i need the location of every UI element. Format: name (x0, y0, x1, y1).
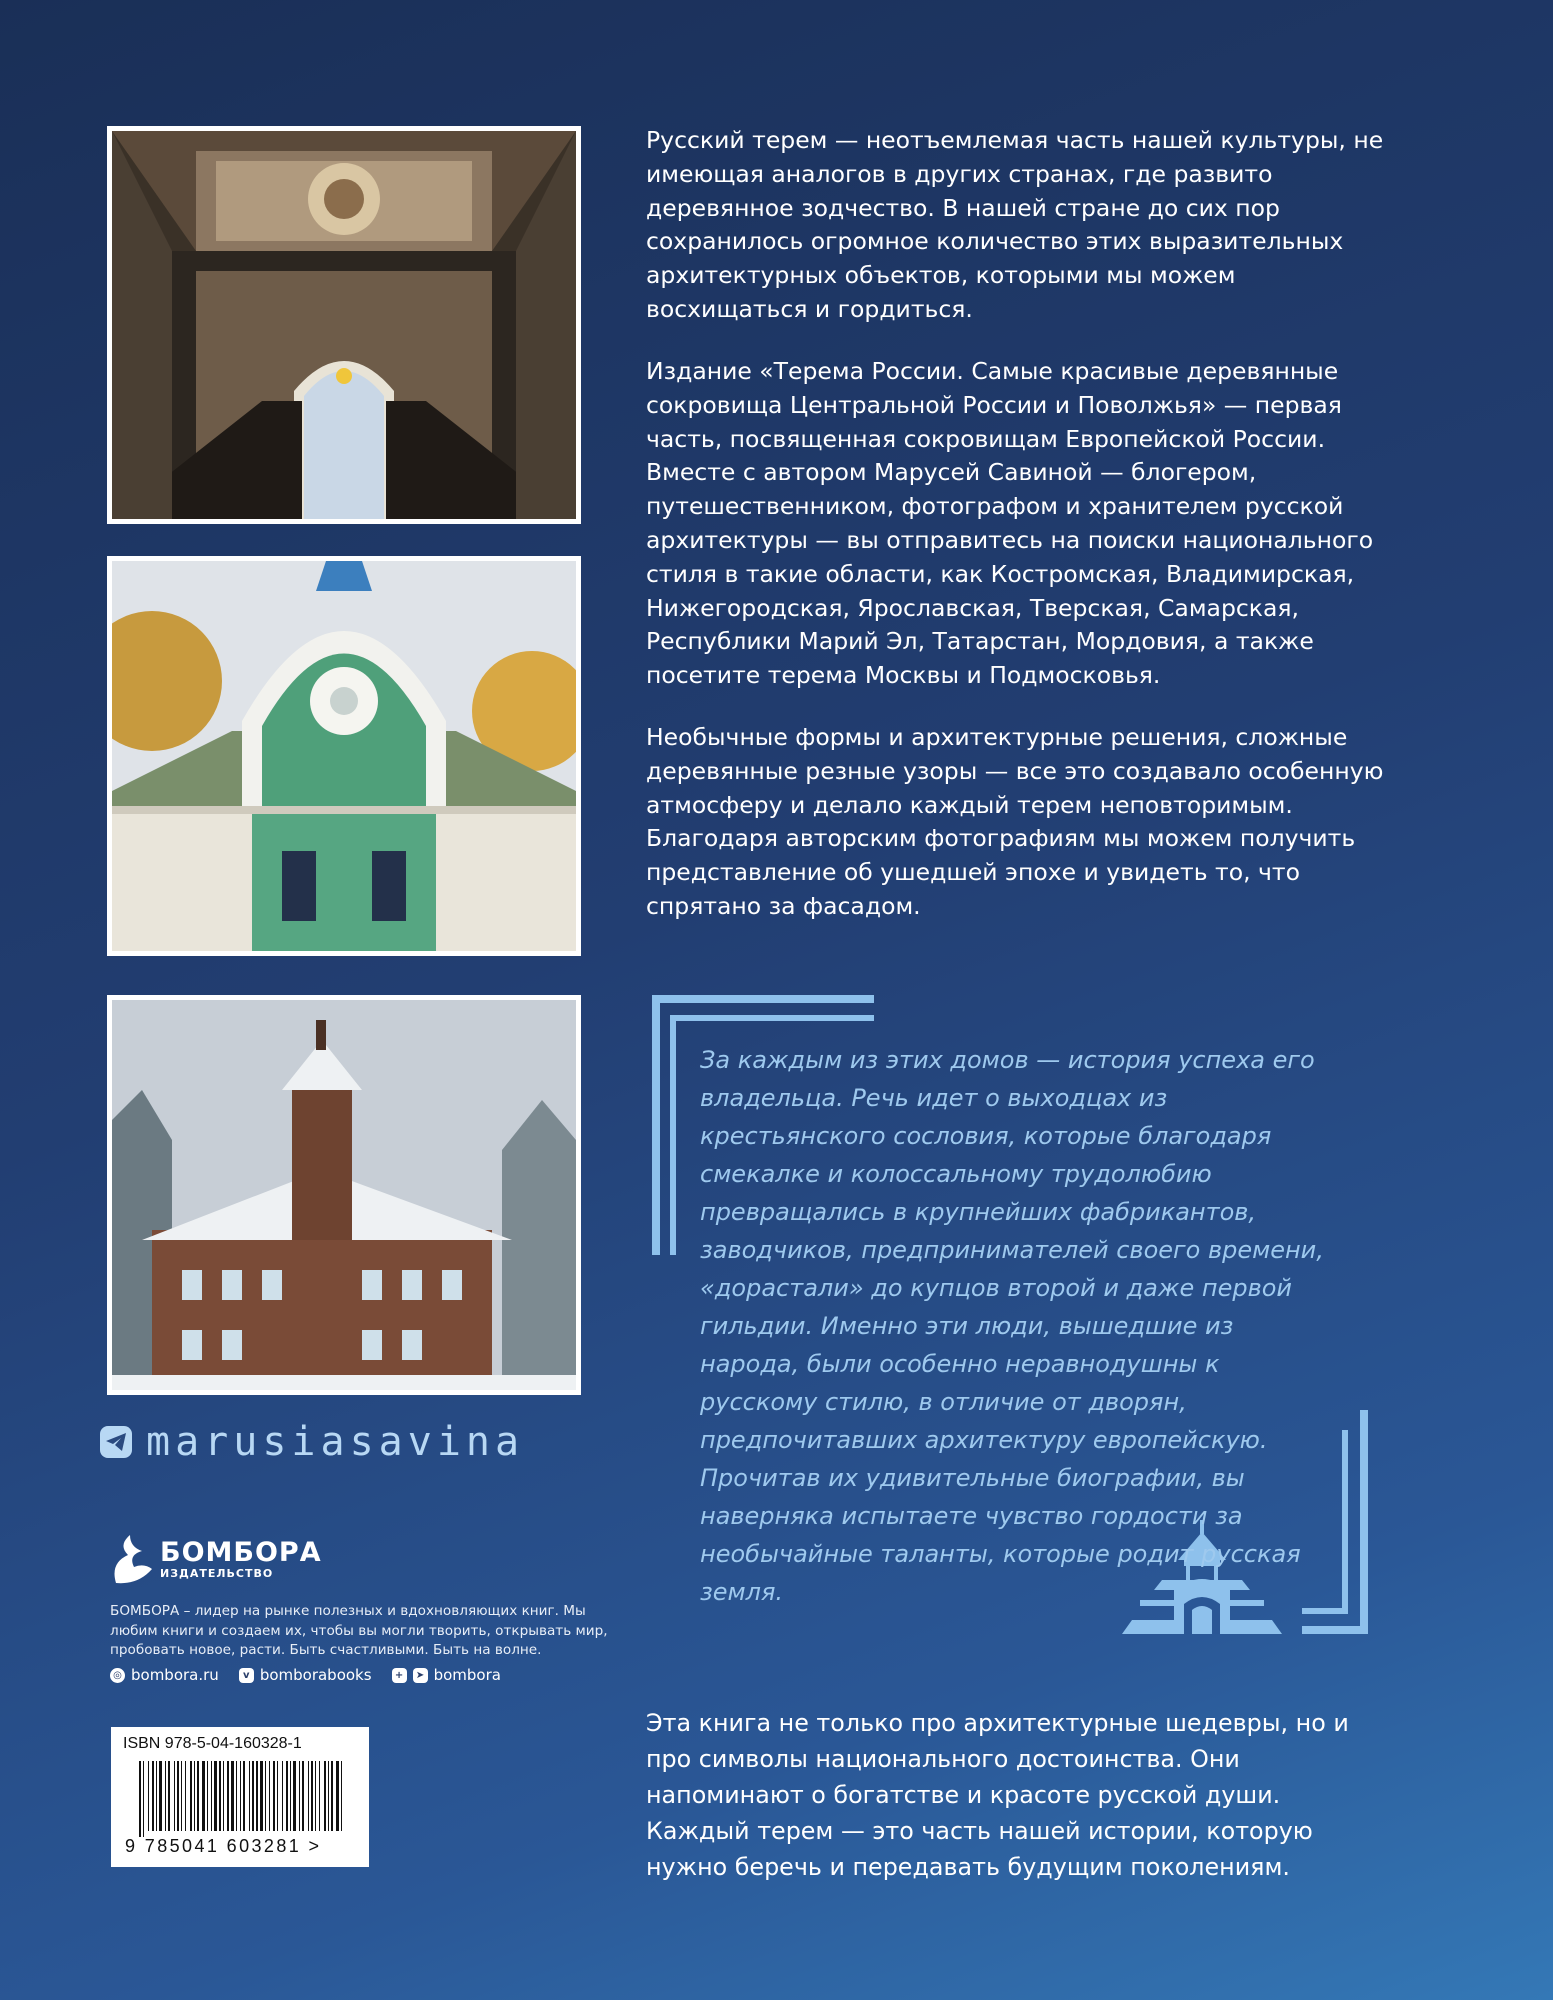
barcode-bar (143, 1761, 144, 1837)
quote-text: За каждым из этих домов — история успеха его владельца. Речь идет о выходцах из крестьянского сословия, которые благодаря смекалке и колоссальному трудолюбию превращались в крупнейших фабрикантов, заводчиков, предпринимателей своего времени, «дорастали» до купцов второй и даже первой гильдии. Именно эти люди, вышедшие из народа, были особенно неравнодушны к русскому стилю, в отличие от дворян, предпочитавших архитектуру европейскую. Прочитав их удивительные биографии, вы наверняка испытаете чувство гордости за необычайные таланты, которые родит русская земля. (700, 1046, 1324, 1606)
barcode-bar (273, 1761, 275, 1831)
barcode-bar (231, 1761, 234, 1831)
photo-terem-interior (107, 126, 581, 524)
quote-frame-bottom-outer (1302, 1626, 1368, 1634)
publisher-links (110, 1666, 501, 1684)
barcode-bar (341, 1761, 342, 1831)
quote-frame-left-inner (670, 1015, 676, 1255)
barcode-bar (148, 1761, 149, 1831)
barcode-bar (252, 1761, 254, 1831)
barcode-bar (256, 1761, 258, 1831)
publisher-subtitle: ИЗДАТЕЛЬСТВО (160, 1566, 274, 1580)
quote-frame-top-outer (652, 995, 874, 1003)
link-vk-label: bomborabooks (259, 1666, 372, 1684)
telegram-icon (100, 1426, 132, 1458)
barcode-bar (331, 1761, 333, 1831)
barcode-bar (277, 1761, 278, 1831)
barcode-bar (328, 1761, 329, 1831)
link-website[interactable] (110, 1666, 219, 1684)
intro-paragraph-2: Издание «Терема России. Самые красивые деревянные сокровища Центральной России и Поволжья» — первая часть, посвященная сокровищам Европейской России. Вместе с автором Марусей Савиной — блогером, путешественником, фотографом и хранителем русской архитектуры — вы отправитесь на поиски национального стиля в такие области, как Костромская, Владимирская, Нижегородская, Ярославская, Тверская, Самарская, Республики Марий Эл, Татарстан, Мордовия, а также посетите терема Москвы и Подмосковья. (646, 357, 1374, 690)
barcode-bar (211, 1761, 212, 1831)
publisher-description: БОМБОРА – лидер на рынке полезных и вдохновляющих книг. Мы любим книги и создаем их, чтобы вы могли творить, открывать мир, пробовать новое, расти. Быть счастливыми. Быть на волне. (110, 1603, 608, 1658)
photo-terem-green-facade (107, 556, 581, 956)
isbn-digits: 9 785041 603281 > (125, 1836, 322, 1856)
barcode-bar (194, 1761, 195, 1831)
barcode-bar (227, 1761, 229, 1831)
barcode-bar (202, 1761, 205, 1831)
barcode-bar (236, 1761, 237, 1831)
barcode-bar (214, 1761, 217, 1831)
barcode-bar (324, 1761, 326, 1831)
barcode-bar (159, 1761, 162, 1831)
barcode-bar (152, 1761, 154, 1831)
publisher-name: БОМБОРА (160, 1536, 322, 1568)
link-vk[interactable] (239, 1666, 372, 1684)
barcode-bar (311, 1761, 313, 1831)
barcode-bar (240, 1761, 241, 1831)
barcode (139, 1761, 349, 1837)
quote-frame-right-inner (1342, 1430, 1348, 1614)
barcode-bar (260, 1761, 263, 1831)
barcode-bar (315, 1761, 316, 1831)
barcode-bar (336, 1761, 339, 1831)
bombora-logo-icon (108, 1533, 154, 1585)
barcode-bar (319, 1761, 320, 1831)
link-website-label: bombora.ru (131, 1666, 219, 1684)
photo-terem-winter (107, 995, 581, 1395)
isbn-block (111, 1727, 369, 1867)
barcode-bar (286, 1761, 288, 1831)
barcode-bar (282, 1761, 283, 1831)
barcode-bar (185, 1761, 186, 1831)
intro-paragraph-3: Необычные формы и архитектурные решения, сложные деревянные резные узоры — все это создавало особенную атмосферу и делало каждый терем неповторимым. Благодаря авторским фотографиям мы можем получить представление об ушедшей эпохе и увидеть то, что спрятано за фасадом. (646, 723, 1384, 920)
link-telegram-label: bombora (433, 1666, 501, 1684)
quote-frame-right-outer (1360, 1410, 1368, 1634)
quote-frame-left-outer (652, 995, 660, 1255)
quote-frame-top-inner (670, 1015, 874, 1021)
barcode-bar (207, 1761, 208, 1831)
author-handle-text: marusiasavina (146, 1419, 525, 1465)
barcode-bar (243, 1761, 245, 1831)
barcode-bar (177, 1761, 179, 1831)
barcode-bar (223, 1761, 224, 1831)
barcode-bar (174, 1761, 175, 1831)
barcode-bar (219, 1761, 221, 1831)
link-telegram[interactable] (392, 1666, 501, 1684)
barcode-bar (139, 1761, 141, 1837)
barcode-bar (269, 1761, 270, 1831)
author-handle (100, 1418, 524, 1466)
barcode-bar (302, 1761, 304, 1831)
barcode-bar (156, 1761, 157, 1831)
barcode-bar (299, 1761, 300, 1831)
barcode-bar (168, 1761, 170, 1831)
globe-icon: ◎ (110, 1668, 125, 1683)
barcode-bar (265, 1761, 266, 1831)
barcode-bar (190, 1761, 192, 1831)
closing-paragraph: Эта книга не только про архитектурные шедевры, но и про символы национального достоинства. Они напоминают о богатстве и красоте русской души. Каждый терем — это часть нашей истории, которую нужно беречь и передавать будущим поколениям. (646, 1709, 1349, 1881)
barcode-bar (249, 1761, 250, 1831)
barcode-bar (181, 1761, 182, 1831)
plus-icon: + (392, 1668, 407, 1683)
telegram-icon: ➤ (413, 1668, 428, 1683)
intro-paragraph-1: Русский терем — неотъемлемая часть нашей культуры, не имеющая аналогов в других странах, где развито деревянное зодчество. В нашей стране до сих пор сохранилось огромное количество этих выразительных архитектурных объектов, которыми мы можем восхищаться и гордиться. (646, 126, 1384, 323)
barcode-bar (165, 1761, 166, 1831)
publisher-logo (108, 1533, 322, 1585)
barcode-bar (197, 1761, 199, 1831)
vk-icon: v (239, 1668, 254, 1683)
barcode-bar (293, 1761, 296, 1831)
barcode-bar (308, 1761, 309, 1831)
isbn-label: ISBN 978-5-04-160328-1 (123, 1735, 302, 1752)
barcode-bar (290, 1761, 291, 1831)
